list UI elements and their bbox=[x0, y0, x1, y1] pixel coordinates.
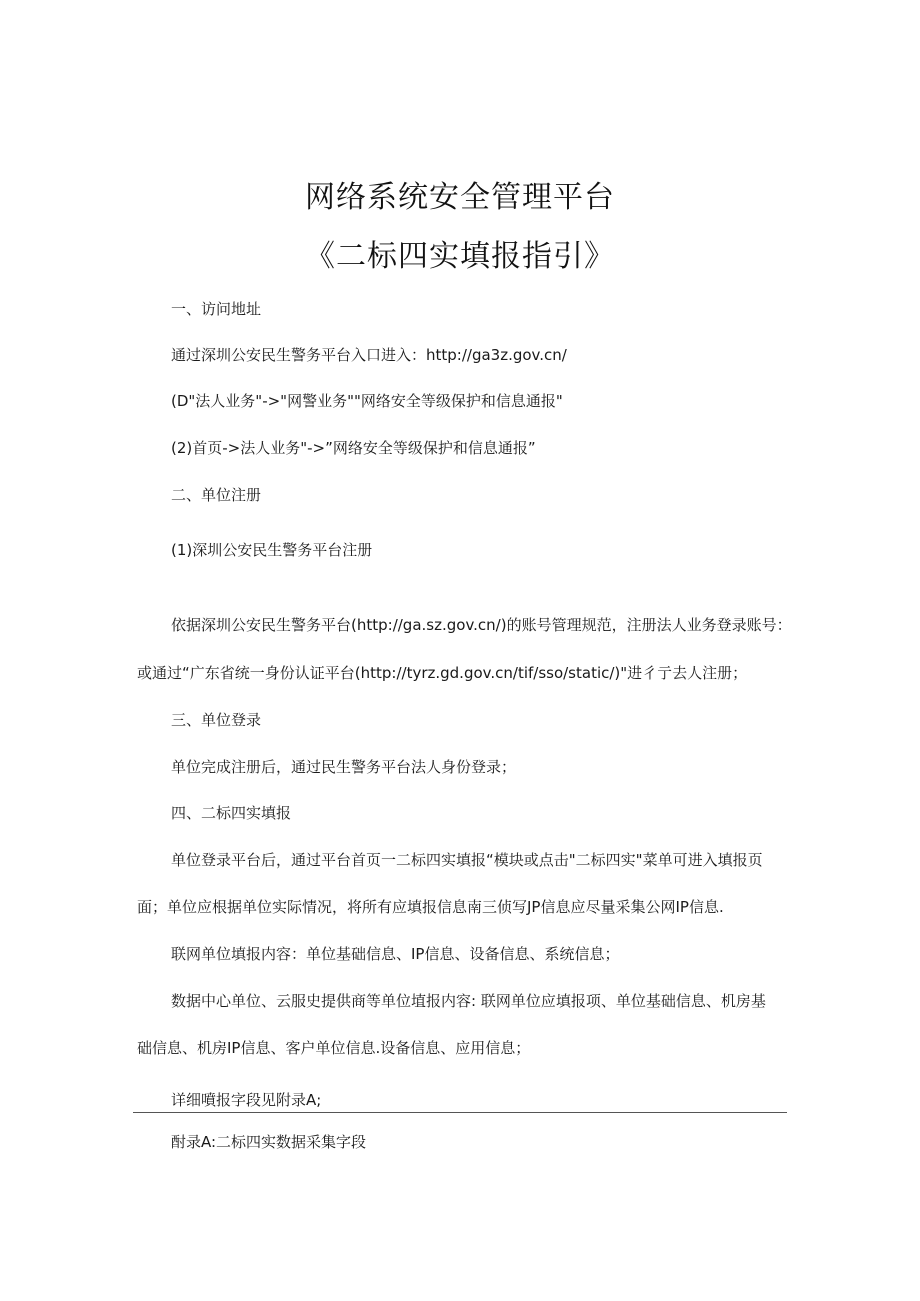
paragraph-reporting-1: 单位登录平台后，通过平台首页一二标四实填报“模块或点击"二标四实"菜单可进入填报页 bbox=[171, 851, 763, 869]
document-title: 网络系统安全管理平台 bbox=[305, 180, 615, 215]
paragraph-reporting-5: 础信息、机房IP信息、客户单位信息.设备信息、应用信息； bbox=[137, 1039, 531, 1057]
paragraph-access-path-1: (D"法人业务"->"网警业务""网络安全等级保护和信息通报" bbox=[171, 392, 563, 410]
paragraph-reporting-4: 数据中心单位、云服史提供商等单位埴报内容: 联网单位应填报项、单位基础信息、机房基 bbox=[171, 992, 766, 1010]
document-subtitle: 《二标四实填报指引》 bbox=[305, 239, 615, 274]
section-heading-access-address: 一、访问地址 bbox=[171, 300, 262, 318]
paragraph-access-entry: 通过深圳公安民生警务平台入口进入：http://ga3z.gov.cn/ bbox=[171, 346, 567, 364]
paragraph-registration-1: (1)深圳公安民生警务平台注册 bbox=[171, 541, 373, 559]
paragraph-reporting-3: 联网单位填报内容：单位基础信息、IP信息、设备信息、系统信息； bbox=[171, 945, 620, 963]
footnote-divider bbox=[133, 1112, 787, 1113]
paragraph-registration-2: 依据深圳公安民生警务平台(http://ga.sz.gov.cn/)的账号管理规范，注册法人业务登录账号： bbox=[171, 616, 792, 634]
paragraph-registration-3: 或通过“广东省统一身份认证平台(http://tyrz.gd.gov.cn/tif/sso/static/)"进彳亍去人注册； bbox=[137, 664, 748, 682]
section-heading-unit-registration: 二、单位注册 bbox=[171, 486, 262, 504]
appendix-reference: 酎录A:二标四实数据采集字段 bbox=[171, 1133, 367, 1151]
paragraph-access-path-2: (2)首页->法人业务"->”网络安全等级保护和信息通报” bbox=[171, 439, 536, 457]
paragraph-reporting-6: 详细噴报字段见附录A; bbox=[171, 1091, 322, 1109]
paragraph-login: 单位完成注册后，通过民生警务平台法人身份登录； bbox=[171, 758, 517, 776]
paragraph-reporting-2: 面；单位应根据单位实际情况，将所有应填报信息南三侦写JP信息应尽量采集公网IP信息. bbox=[137, 898, 724, 916]
section-heading-reporting: 四、二标四实填报 bbox=[171, 804, 292, 822]
section-heading-unit-login: 三、单位登录 bbox=[171, 711, 262, 729]
